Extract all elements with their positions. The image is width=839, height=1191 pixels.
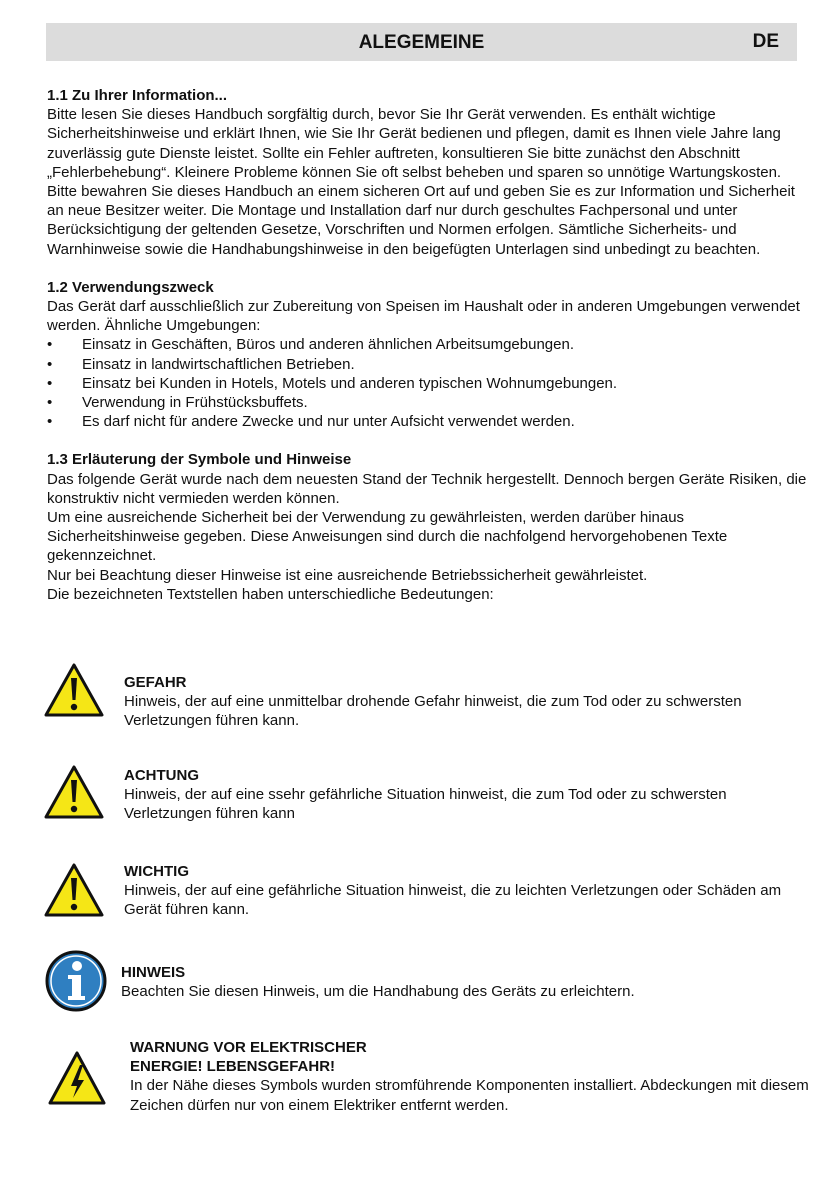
page-title: ALEGEMEINE bbox=[358, 32, 485, 53]
list-item: • Es darf nicht für andere Zwecke und nur unter Aufsicht verwendet werden. bbox=[47, 413, 575, 431]
info-icon bbox=[45, 950, 107, 1012]
section-body: Bitte lesen Sie dieses Handbuch sorgfältig durch, bevor Sie Ihr Gerät verwenden. Es enthält wichtige Sicherheitshinweise und erklärt Ihnen, wie Sie Ihr Gerät bedienen und pflegen, damit es Ihnen viele Jahre lang zuverlässig gute Dienste leistet. Sollte ein Fehler auftreten, konsultieren Sie bitte zunächst den Abschnitt „Fehlerbehebung“. Kleinere Probleme können Sie oft selbst beheben und sparen so unnötige Wartungskosten. Bitte bewahren Sie dieses Handbuch an einem sicheren Ort auf und geben Sie es zur Information und Sicherheit an neue Besitzer weiter. Die Montage und Installation darf nur durch geschultes Fachpersonal und unter Berücksichtigung der geltenden Gesetze, Vorschriften und Normen erfolgen. Sämtliche Sicherheits- und Warnhinweise sowie die Handhabungshinweise in den beigefügten Unterlagen sind unbedingt zu beachten. bbox=[47, 106, 795, 258]
list-item: • Verwendung in Frühstücksbuffets. bbox=[47, 394, 308, 412]
notice-text: Hinweis, der auf eine gefährliche Situation hinweist, die zu leichten Verletzungen oder Schäden am Gerät führen kann. bbox=[124, 882, 782, 919]
section-intended-use bbox=[47, 278, 807, 432]
electric-hazard-icon bbox=[47, 1050, 107, 1106]
bullet-list bbox=[47, 335, 807, 431]
warning-triangle-icon bbox=[43, 764, 105, 820]
notice-text: Hinweis, der auf eine unmittelbar drohende Gefahr hinweist, die zum Tod oder zu schwersten Verletzungen führen kann. bbox=[124, 693, 742, 730]
section-paragraph: Um eine ausreichende Sicherheit bei der Verwendung zu gewährleisten, werden darüber hinaus Sicherheitshinweise gegeben. Diese Anweisungen sind durch die nachfolgend hervorgehobenen Texte gekennzeichnet. bbox=[47, 509, 728, 565]
list-item: • Einsatz in Geschäften, Büros und anderen ähnlichen Arbeitsumgebungen. bbox=[47, 336, 574, 354]
list-item: • Einsatz in landwirtschaftlichen Betrieben. bbox=[47, 355, 355, 373]
bullet-icon: • bbox=[47, 394, 53, 412]
section-heading: 1.3 Erläuterung der Symbole und Hinweise bbox=[47, 451, 352, 469]
bullet-icon: • bbox=[47, 336, 53, 354]
section-paragraph: Die bezeichneten Textstellen haben unterschiedliche Bedeutungen: bbox=[47, 585, 494, 603]
section-heading: 1.2 Verwendungszweck bbox=[47, 278, 214, 296]
notice-label: ACHTUNG bbox=[124, 767, 199, 784]
notice-text: Hinweis, der auf eine ssehr gefährliche Situation hinweist, die zum Tod oder zu schwersten Verletzungen führen kann bbox=[124, 786, 727, 823]
page-header bbox=[46, 23, 797, 61]
bullet-icon: • bbox=[47, 413, 53, 431]
main-content bbox=[47, 86, 807, 623]
section-heading: 1.1 Zu Ihrer Information... bbox=[47, 87, 228, 104]
bullet-icon: • bbox=[47, 374, 53, 392]
bullet-icon: • bbox=[47, 355, 53, 373]
notice-label: WICHTIG bbox=[124, 863, 189, 880]
notice-label: ENERGIE! LEBENSGEFAHR! bbox=[130, 1058, 336, 1076]
language-code: DE bbox=[752, 31, 779, 52]
section-symbols bbox=[47, 450, 807, 604]
section-paragraph: Das folgende Gerät wurde nach dem neuesten Stand der Technik hergestellt. Dennoch bergen Geräte Risiken, die konstruktiv nicht vermieden werden können. bbox=[47, 470, 807, 507]
list-item: • Einsatz bei Kunden in Hotels, Motels und anderen typischen Wohnumgebungen. bbox=[47, 374, 618, 392]
notice-label: HINWEIS bbox=[121, 964, 186, 981]
section-body: Das Gerät darf ausschließlich zur Zubereitung von Speisen im Haushalt oder in anderen Umgebungen verwendet werden. Ähnliche Umgebungen: bbox=[47, 298, 800, 335]
notice-label: GEFAHR bbox=[124, 674, 187, 691]
notice-text: In der Nähe dieses Symbols wurden stromführende Komponenten installiert. Abdeckungen mit diesem Zeichen dürfen nur von einem Elektriker entfernt werden. bbox=[130, 1077, 809, 1114]
section-information bbox=[47, 86, 807, 259]
section-paragraph: Nur bei Beachtung dieser Hinweise ist eine ausreichende Betriebssicherheit gewährleistet. bbox=[47, 566, 648, 584]
warning-triangle-icon bbox=[43, 862, 105, 918]
notice-label: WARNUNG VOR ELEKTRISCHER bbox=[130, 1039, 367, 1056]
notice-text: Beachten Sie diesen Hinweis, um die Handhabung des Geräts zu erleichtern. bbox=[121, 983, 635, 1001]
warning-triangle-icon bbox=[43, 662, 105, 718]
